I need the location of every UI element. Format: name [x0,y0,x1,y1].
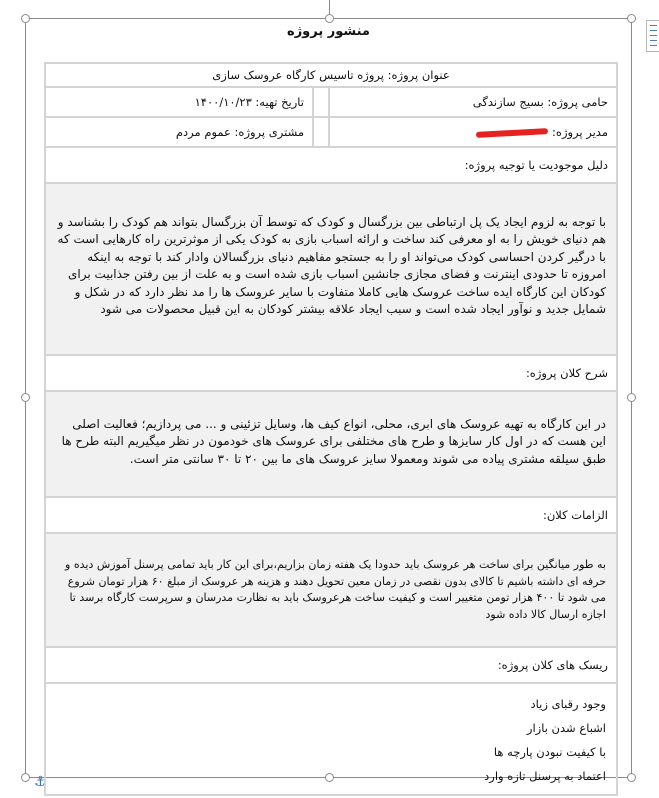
resize-handle-middle-right[interactable] [627,393,636,402]
layout-options-icon[interactable] [646,20,659,52]
justification-label: دلیل موجودیت یا توجیه پروژه: [45,147,617,183]
resize-handle-bottom-left[interactable] [21,773,30,782]
risks-label: ریسک های کلان پروژه: [45,647,617,683]
sponsor-cell: حامی پروژه: بسیج سازندگی [329,87,617,117]
requirements-text: به طور میانگین برای ساخت هر عروسک باید حدودا یک هفته زمان بزاریم،برای این کار باید تمامی پرسنل آموزش دیده و حرفه ای داشته باشیم تا کالای بدون نقصی در زمان معین تحویل دهند و هزینه هر عروسک از مبلغ ۶۰ هزار تومان شروع می شود تا ۴۰۰ هزار تومن متغییر است و کیفیت ساخت هرعروسک باید به نظارت مدرسان و سرپرست کارگاه برسد تا اجازه ارسال کالا داده شود [45,533,617,647]
project-title-cell: عنوان پروژه: پروژه تاسیس کارگاه عروسک سازی [45,63,617,87]
risk-item: وجود رقبای زیاد [530,697,606,711]
overview-label: شرح کلان پروژه: [45,355,617,391]
redacted-manager-name [476,128,548,138]
resize-handle-top-right[interactable] [627,14,636,23]
resize-handle-middle-left[interactable] [21,393,30,402]
resize-handle-bottom-right[interactable] [627,773,636,782]
customer-cell: مشتری پروژه: عموم مردم [45,117,313,147]
risk-item: اعتماد به پرسنل تازه وارد [484,769,606,783]
empty-cell [313,87,329,117]
document-title: منشور پروژه [287,24,370,39]
risk-item: با کیفیت نبودن پارچه ها [493,745,606,759]
overview-text: در این کارگاه به تهیه عروسک های ابری، محلی، انواع کیف ها، وسایل تزئینی و ... می پردازیم؛ فعالیت اصلی این هست که در اول کار سایزها و طرح های مختلفی برای عروسک های خودمون در نظر میگیریم البته طرح ها طبق سیلقه مشتری پیاده می شوند ومعمولا سایز عروسک های ما بین ۲۰ تا ۳۰ سانتی متر است. [45,391,617,497]
manager-cell [329,117,617,147]
empty-cell [313,117,329,147]
resize-handle-top-center[interactable] [325,14,334,23]
requirements-label: الزامات کلان: [45,497,617,533]
anchor-icon: ⚓ [34,774,47,790]
risks-list [45,683,617,795]
rotation-handle-line [329,0,330,14]
justification-text: با توجه به لزوم ایجاد یک پل ارتباطی بین بزرگسال و کودک که توسط آن بزرگسال بتواند هم کودک را بشناسد و هم دنیای خویش را به او معرفی کند ساخت و ارائه اسباب بازی به کودک یکی از موثرترین راه کارهایی است که با درگیر کردن احساسی کودک می‌تواند او را به جستجو مفاهیم دنیای بزرگسالان وادار کند با توجه به اینکه امروزه تا حدودی اینترنت و فضای مجازی جانشین اسباب بازی شده است و به علت از بین رفتن جذابیت برای کودکان این کارگاه ایده ساخت عروسک هایی کاملا متفاوت با سایر عروسک ها را مد نظر دارد که در شکل و شمایل جدید و نوآور ایجاد شده است و سبب ایجاد علاقه بیشتر کودکان به این قبیل محصولات می شود [45,183,617,355]
prepared-date-cell: تاریخ تهیه: ۱۴۰۰/۱۰/۲۳ [45,87,313,117]
risk-item: اشباع شدن بازار [526,721,606,735]
project-charter-table [44,62,618,796]
resize-handle-top-left[interactable] [21,14,30,23]
manager-label: مدیر پروژه: [552,125,608,139]
